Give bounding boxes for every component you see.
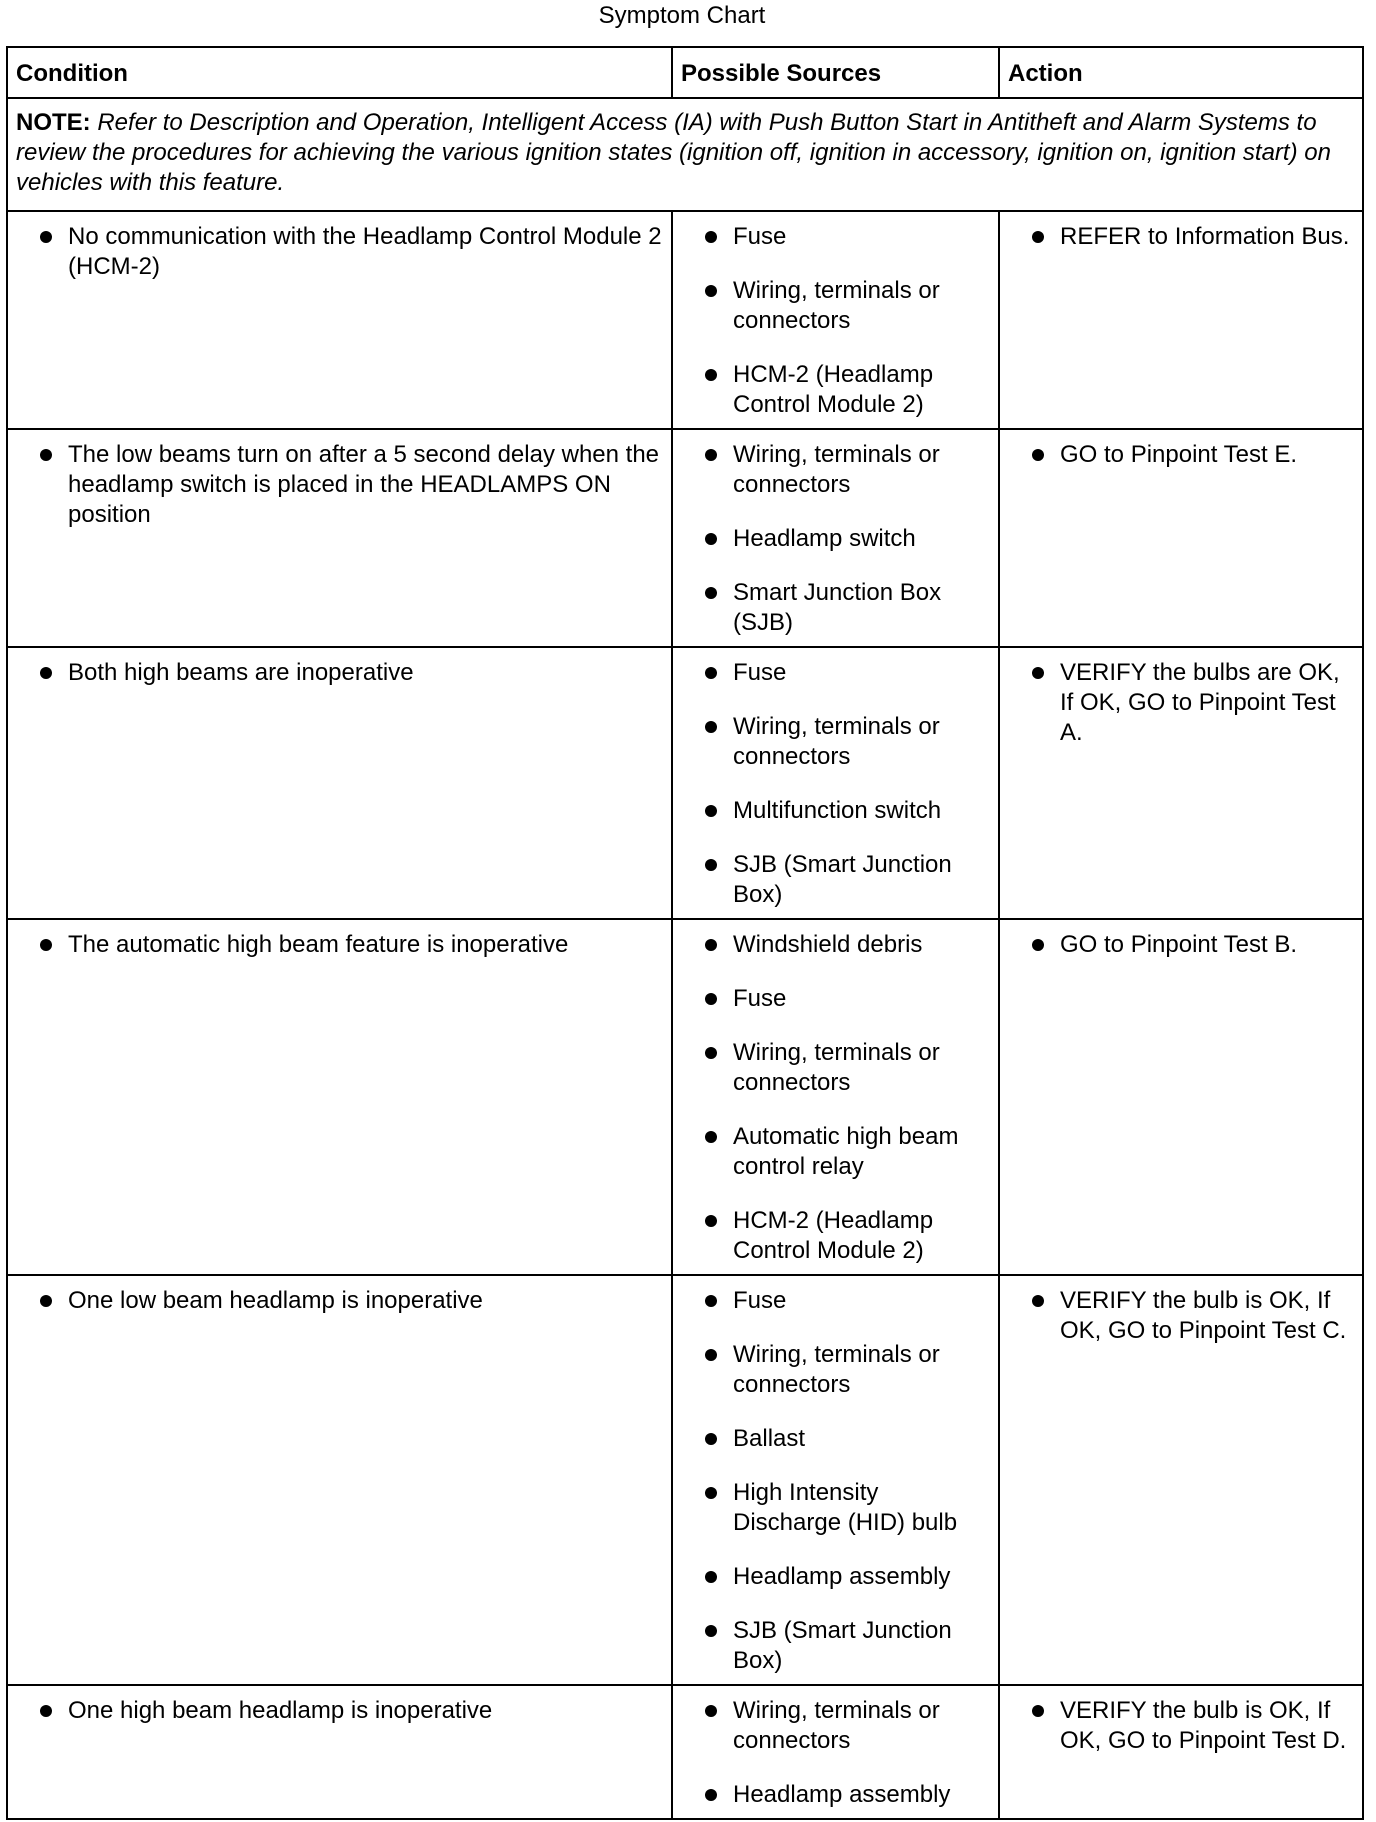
possible-source-item: Fuse	[679, 1286, 992, 1316]
action-cell	[999, 429, 1363, 647]
action-text: VERIFY the bulb is OK, If OK, GO to Pinpoint Test C.	[1006, 1286, 1356, 1346]
condition-text: One low beam headlamp is inoperative	[14, 1286, 665, 1316]
possible-source-item: Fuse	[679, 984, 992, 1014]
possible-sources-list	[679, 440, 992, 638]
action-list	[1006, 440, 1356, 470]
header-row	[7, 47, 1363, 98]
table-row	[7, 429, 1363, 647]
condition-cell	[7, 919, 672, 1275]
condition-cell	[7, 211, 672, 429]
condition-text: The automatic high beam feature is inoperative	[14, 930, 665, 960]
possible-source-item: Headlamp assembly	[679, 1780, 992, 1810]
condition-list	[14, 222, 665, 282]
header-action: Action	[999, 47, 1363, 98]
action-list	[1006, 658, 1356, 748]
action-list	[1006, 930, 1356, 960]
possible-source-item: Automatic high beam control relay	[679, 1122, 992, 1182]
possible-source-item: SJB (Smart Junction Box)	[679, 850, 992, 910]
possible-source-item: Wiring, terminals or connectors	[679, 1696, 992, 1756]
possible-sources-cell	[672, 429, 999, 647]
action-list	[1006, 1286, 1356, 1346]
condition-list	[14, 930, 665, 960]
condition-cell	[7, 1275, 672, 1685]
page-title: Symptom Chart	[598, 2, 766, 29]
possible-source-item: Headlamp assembly	[679, 1562, 992, 1592]
condition-text: One high beam headlamp is inoperative	[14, 1696, 665, 1726]
possible-source-item: Smart Junction Box (SJB)	[679, 578, 992, 638]
table-row	[7, 647, 1363, 919]
condition-cell	[7, 647, 672, 919]
possible-source-item: Wiring, terminals or connectors	[679, 276, 992, 336]
possible-sources-list	[679, 222, 992, 420]
action-text: REFER to Information Bus.	[1006, 222, 1356, 252]
condition-list	[14, 1696, 665, 1726]
header-condition: Condition	[7, 47, 672, 98]
possible-source-item: Wiring, terminals or connectors	[679, 712, 992, 772]
condition-cell	[7, 1685, 672, 1819]
note-label: NOTE:	[16, 109, 91, 136]
condition-list	[14, 658, 665, 688]
possible-sources-list	[679, 1286, 992, 1676]
table-row	[7, 1685, 1363, 1819]
possible-source-item: Multifunction switch	[679, 796, 992, 826]
possible-sources-list	[679, 930, 992, 1266]
action-text: VERIFY the bulbs are OK, If OK, GO to Pinpoint Test A.	[1006, 658, 1356, 748]
possible-sources-cell	[672, 919, 999, 1275]
note-row	[7, 98, 1363, 211]
possible-sources-list	[679, 1696, 992, 1810]
table-row	[7, 919, 1363, 1275]
action-text: VERIFY the bulb is OK, If OK, GO to Pinpoint Test D.	[1006, 1696, 1356, 1756]
possible-source-item: HCM-2 (Headlamp Control Module 2)	[679, 1206, 992, 1266]
condition-cell	[7, 429, 672, 647]
action-cell	[999, 1685, 1363, 1819]
header-possible-sources: Possible Sources	[672, 47, 999, 98]
action-cell	[999, 647, 1363, 919]
action-cell	[999, 919, 1363, 1275]
table-row	[7, 211, 1363, 429]
possible-source-item: Windshield debris	[679, 930, 992, 960]
action-text: GO to Pinpoint Test B.	[1006, 930, 1356, 960]
action-list	[1006, 222, 1356, 252]
possible-source-item: Wiring, terminals or connectors	[679, 1038, 992, 1098]
possible-source-item: Fuse	[679, 222, 992, 252]
symptom-chart-table	[6, 46, 1364, 1820]
possible-source-item: High Intensity Discharge (HID) bulb	[679, 1478, 992, 1538]
note-cell	[7, 98, 1363, 211]
possible-source-item: Wiring, terminals or connectors	[679, 440, 992, 500]
possible-source-item: SJB (Smart Junction Box)	[679, 1616, 992, 1676]
action-list	[1006, 1696, 1356, 1756]
condition-text: No communication with the Headlamp Control Module 2 (HCM-2)	[14, 222, 665, 282]
symptom-rows	[7, 211, 1363, 1819]
condition-text: Both high beams are inoperative	[14, 658, 665, 688]
possible-sources-cell	[672, 1685, 999, 1819]
possible-sources-cell	[672, 1275, 999, 1685]
possible-source-item: Wiring, terminals or connectors	[679, 1340, 992, 1400]
possible-source-item: HCM-2 (Headlamp Control Module 2)	[679, 360, 992, 420]
action-cell	[999, 1275, 1363, 1685]
table-row	[7, 1275, 1363, 1685]
action-cell	[999, 211, 1363, 429]
condition-list	[14, 1286, 665, 1316]
possible-source-item: Ballast	[679, 1424, 992, 1454]
action-text: GO to Pinpoint Test E.	[1006, 440, 1356, 470]
possible-sources-cell	[672, 647, 999, 919]
note-text: Refer to Description and Operation, Intelligent Access (IA) with Push Button Start in Antitheft and Alarm Systems to review the procedures for achieving the various ignition states (ignition off, ignition in accessory, ignition on, ignition start) on vehicles with this feature.	[16, 109, 1331, 196]
possible-source-item: Headlamp switch	[679, 524, 992, 554]
condition-text: The low beams turn on after a 5 second delay when the headlamp switch is placed in the HEADLAMPS ON position	[14, 440, 665, 530]
condition-list	[14, 440, 665, 530]
possible-source-item: Fuse	[679, 658, 992, 688]
possible-sources-cell	[672, 211, 999, 429]
possible-sources-list	[679, 658, 992, 910]
